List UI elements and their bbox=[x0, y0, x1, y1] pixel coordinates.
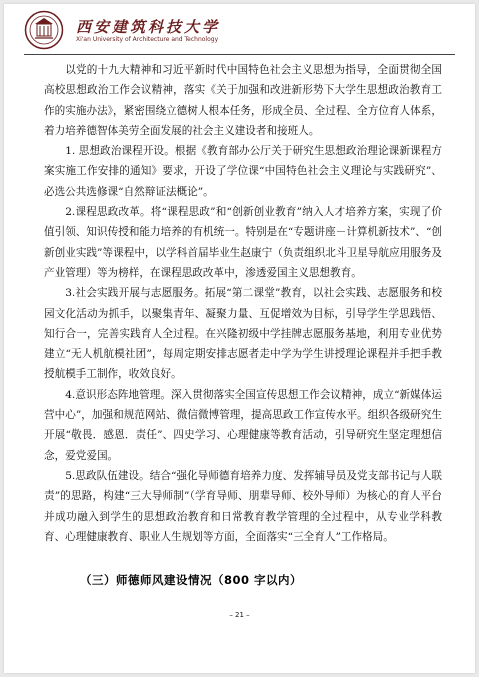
document-body bbox=[44, 60, 442, 547]
paragraph-intro: 以党的十九大精神和习近平新时代中国特色社会主义思想为指导，全面贯彻全国高校思想政治工作会议精神，落实《关于加强和改进新形势下大学生思想政治教育工作的实施办法》，紧密围绕立德树人根本任务，形成全员、全过程、全方位育人体系，着力培养德智体美劳全面发展的社会主义建设者和接班人。 bbox=[44, 64, 442, 137]
header-divider bbox=[24, 54, 455, 55]
page-number: – 21 – bbox=[229, 611, 250, 619]
paragraph-item-4: 4.意识形态阵地管理。深入贯彻落实全国宣传思想工作会议精神，成立“新媒体运营中心”，加强和规范网站、微信微博管理，提高思政工作宣传水平。组织各级研究生开展“敬畏．感恩．责任”、四史学习、心理健康等教育活动，引导研究生坚定理想信念，爱党爱国。 bbox=[44, 388, 442, 462]
paragraph-item-2: 2.课程思政改革。将“课程思政”和“创新创业教育”纳入人才培养方案，实现了价值引领、知识传授和能力培养的有机统一。特别是在“专题讲座－计算机新技术”、“创新创业实践”等课程中，以学科首届毕业生赵康宁（负责组织北斗卫星导航应用服务及产业管理）等为榜样，在课程思政改革中，渗透爱国主义思想教育。 bbox=[44, 206, 442, 279]
school-name-english: Xi'an University of Architecture and Technology bbox=[76, 36, 219, 43]
paragraph-item-3: 3.社会实践开展与志愿服务。拓展“第二课堂”教育，以社会实践、志愿服务和校园文化活动为抓手，以聚集青年、凝聚力量、互促增效为目标，引导学生学思践悟、知行合一，完善实践育人全过程。在兴隆初级中学挂牌志愿服务基地，利用专业优势建立“无人机航模社团”，每周定期安排志愿者走中学为学生讲授理论课程并手把手教授航模手工制作，收效良好。 bbox=[44, 287, 442, 381]
paragraph-item-1: 1. 思想政治课程开设。根据《教育部办公厅关于研究生思想政治理论课新课程方案实施工作安排的通知》要求，开设了学位课“中国特色社会主义理论与实践研究”、必选公共选修课“自然辩证法概论”。 bbox=[44, 145, 442, 198]
section-heading: （三）师德师风建设情况（800 字以内） bbox=[80, 573, 303, 587]
document-page bbox=[4, 4, 475, 673]
page-header bbox=[14, 10, 465, 52]
school-name: 西安建筑科技大学 bbox=[76, 18, 221, 36]
university-logo-icon bbox=[24, 10, 64, 50]
paragraph-item-5: 5.思政队伍建设。结合“强化导师德育培养力度、发挥辅导员及党支部书记与人联责”的思路，构建“三大导师制”（学育导师、朋辈导师、校外导师）为核心的育人平台并成功融入到学生的思想政治教育和日常教育教学管理的全过程中，从专业学科教育、心理健康教育、职业人生规划等方面，全面落实“三全育人”工作格局。 bbox=[44, 469, 442, 543]
